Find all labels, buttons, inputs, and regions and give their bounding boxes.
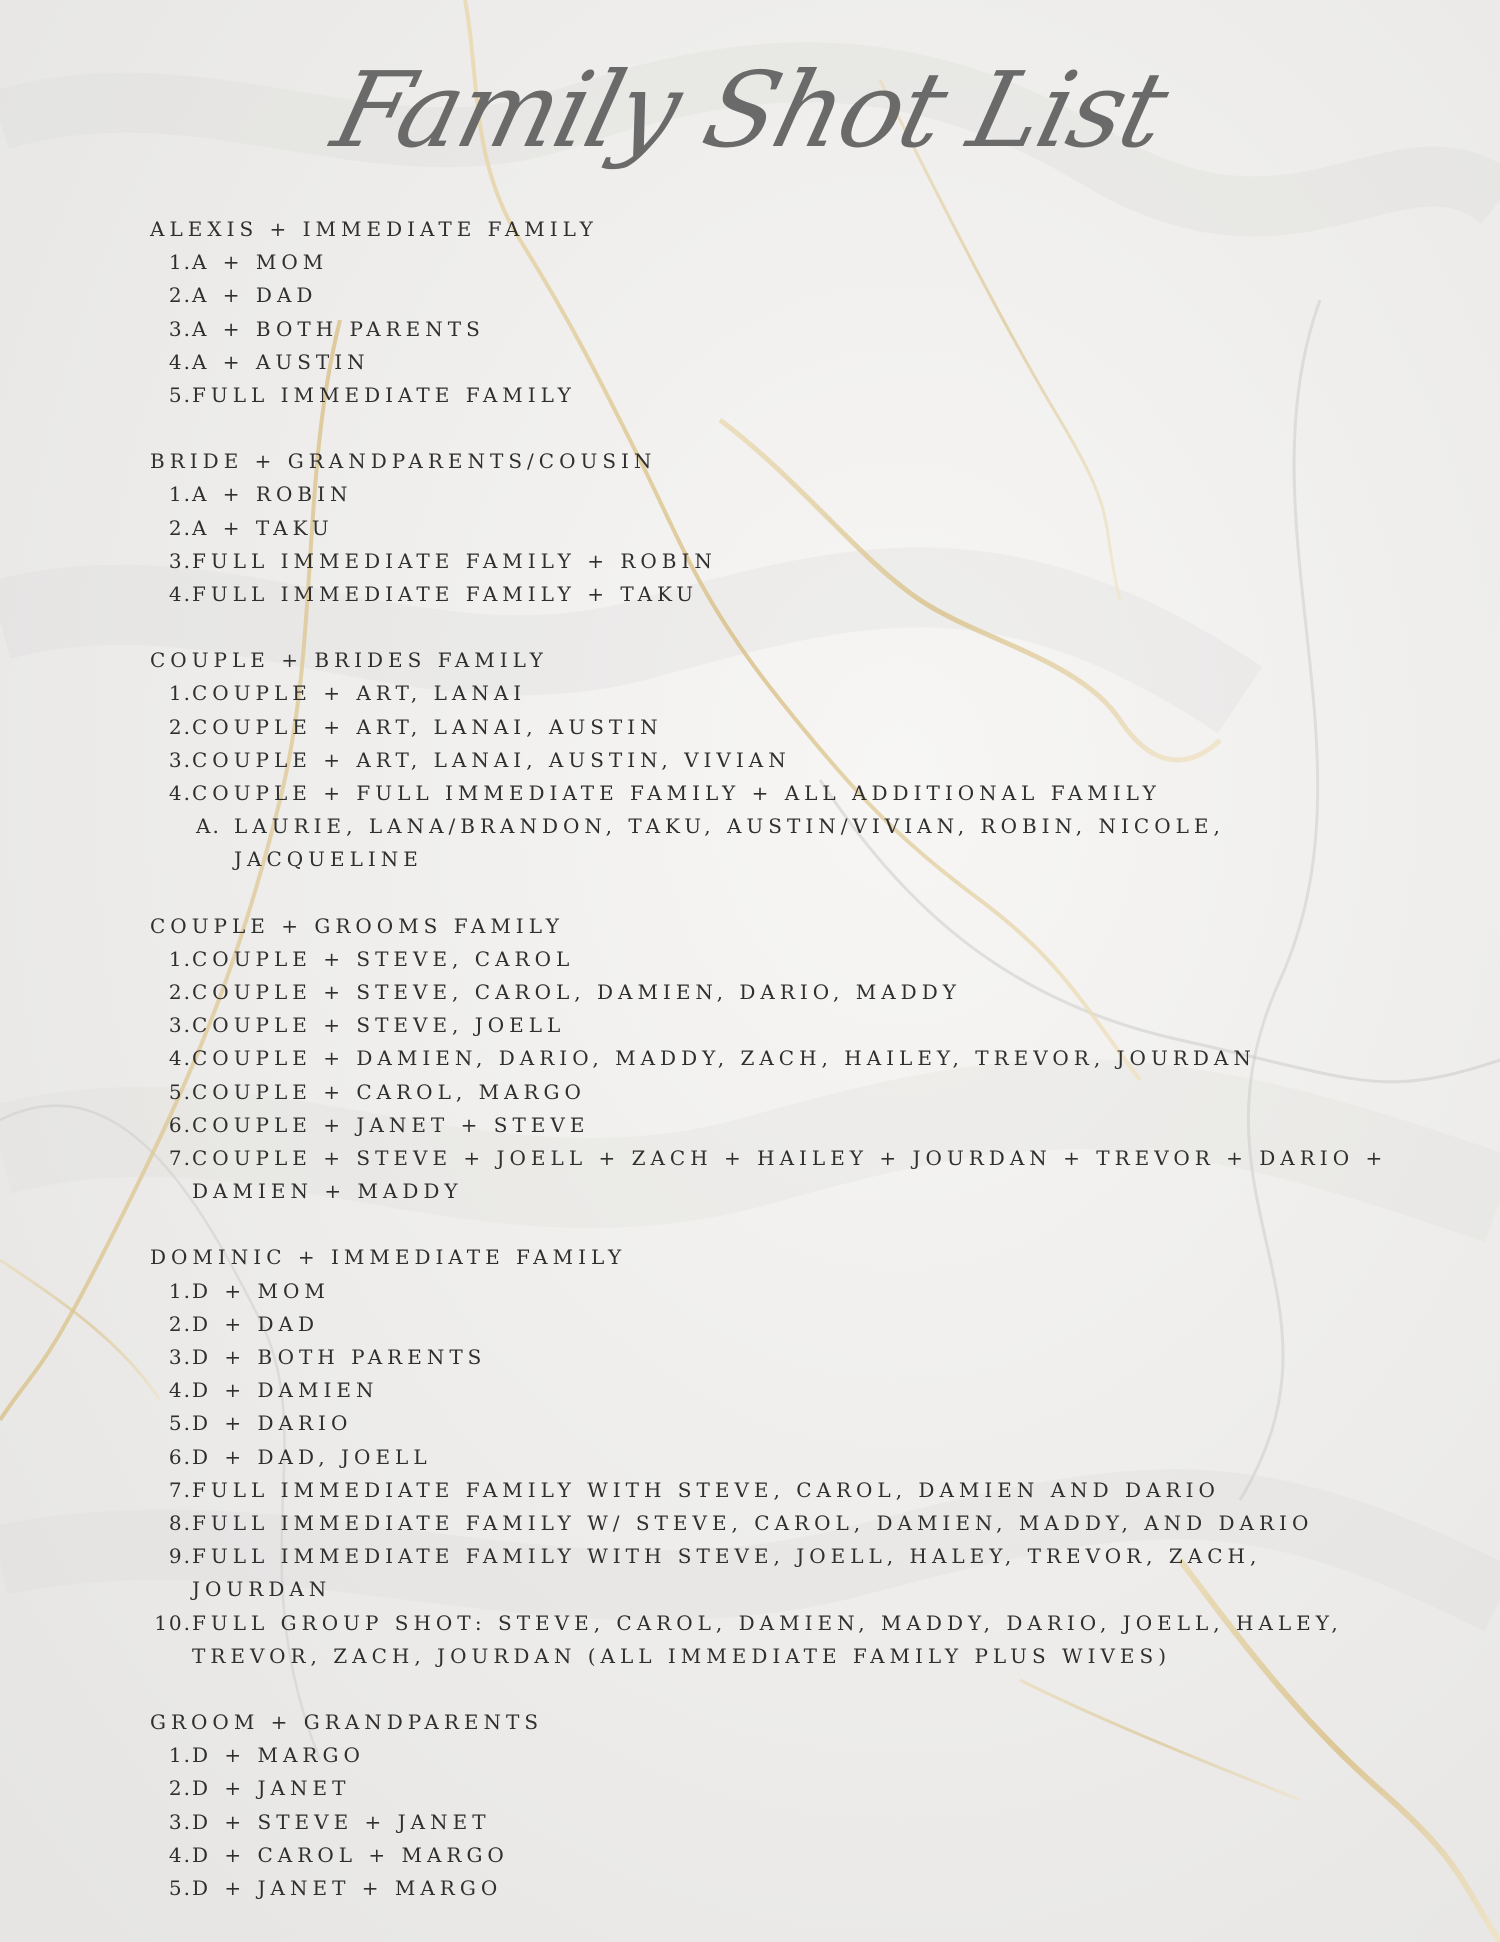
item-number: 4. <box>168 1378 192 1403</box>
item-text: COUPLE + ART, LANAI, AUSTIN <box>192 714 663 739</box>
list-item <box>150 1474 1400 1507</box>
item-number: 3. <box>168 1809 192 1834</box>
list-item <box>150 777 1400 810</box>
item-text: D + MOM <box>192 1278 330 1303</box>
item-text: A + MOM <box>192 250 329 275</box>
sub-item-text: LAURIE, LANA/BRANDON, TAKU, AUSTIN/VIVIAN, ROBIN, NICOLE, JACQUELINE <box>234 814 1225 872</box>
list-item <box>150 1739 1400 1772</box>
item-text: COUPLE + STEVE + JOELL + ZACH + HAILEY + JOURDAN + TREVOR + DARIO + DAMIEN + MADDY <box>192 1146 1388 1204</box>
item-number: 2. <box>168 714 192 739</box>
section-couple-grooms-family <box>150 910 1400 1209</box>
sub-list-item <box>150 810 1400 876</box>
list-item <box>150 478 1400 511</box>
item-text: D + STEVE + JANET <box>192 1809 491 1834</box>
item-text: FULL IMMEDIATE FAMILY <box>192 383 576 407</box>
list-item <box>150 1441 1400 1474</box>
item-text: FULL IMMEDIATE FAMILY WITH STEVE, JOELL, HALEY, TREVOR, ZACH, JOURDAN <box>192 1544 1262 1602</box>
list-item <box>150 1607 1400 1673</box>
item-text: A + TAKU <box>192 515 334 540</box>
list-item <box>150 1109 1400 1142</box>
list-item <box>150 976 1400 1009</box>
list-item <box>150 346 1400 379</box>
item-number: 7. <box>168 1146 192 1171</box>
item-number: 7. <box>168 1477 192 1502</box>
list-item <box>150 578 1400 611</box>
list-item <box>150 1142 1400 1208</box>
item-text: A + AUSTIN <box>192 349 370 374</box>
item-number: 2. <box>168 1776 192 1801</box>
item-text: D + DAMIEN <box>192 1378 379 1403</box>
item-text: D + JANET + MARGO <box>192 1876 503 1901</box>
list-item <box>150 246 1400 279</box>
page-title: Family Shot List <box>322 49 1178 171</box>
list-item <box>150 1341 1400 1374</box>
item-text: FULL IMMEDIATE FAMILY WITH STEVE, CAROL, DAMIEN AND DARIO <box>192 1477 1220 1502</box>
list-item <box>150 379 1400 412</box>
item-text: COUPLE + STEVE, CAROL, DAMIEN, DARIO, MADDY <box>192 980 961 1004</box>
item-text: D + DAD, JOELL <box>192 1444 432 1469</box>
list-item <box>150 1772 1400 1805</box>
list-item <box>150 1872 1400 1905</box>
item-text: D + JANET <box>192 1776 351 1801</box>
item-text: FULL IMMEDIATE FAMILY + ROBIN <box>192 548 717 573</box>
item-text: COUPLE + ART, LANAI, AUSTIN, VIVIAN <box>192 747 791 772</box>
list-item <box>150 1806 1400 1839</box>
item-number: 4. <box>168 1046 192 1071</box>
section-bride-grandparents-cousin <box>150 445 1400 611</box>
item-text: COUPLE + CAROL, MARGO <box>192 1079 586 1104</box>
item-number: 2. <box>168 1311 192 1336</box>
item-text: COUPLE + FULL IMMEDIATE FAMILY + ALL ADDITIONAL FAMILY <box>192 781 1161 805</box>
item-number: 5. <box>168 1411 192 1436</box>
item-text: D + DAD <box>192 1311 320 1336</box>
item-number: 2. <box>168 980 192 1004</box>
item-number: 4. <box>168 582 192 606</box>
item-text: FULL IMMEDIATE FAMILY + TAKU <box>192 582 699 606</box>
item-text: D + MARGO <box>192 1743 365 1768</box>
item-number: 4. <box>168 349 192 374</box>
item-number: 5. <box>168 1079 192 1104</box>
list-item <box>150 1839 1400 1872</box>
section-dominic-immediate-family <box>150 1241 1400 1673</box>
list-item <box>150 1308 1400 1341</box>
item-number: 1. <box>168 482 192 507</box>
list-item <box>150 677 1400 710</box>
sub-item-letter: A. <box>196 814 221 839</box>
list-item <box>150 545 1400 578</box>
list-item <box>150 1540 1400 1606</box>
item-number: 3. <box>168 316 192 341</box>
item-number: 1. <box>168 681 192 706</box>
section-groom-grandparents <box>150 1706 1400 1905</box>
item-number: 3. <box>168 1345 192 1370</box>
item-text: A + BOTH PARENTS <box>192 316 485 341</box>
item-number: 5. <box>168 383 192 407</box>
list-item <box>150 512 1400 545</box>
list-item <box>150 1407 1400 1440</box>
list-item <box>150 1076 1400 1109</box>
item-number: 3. <box>168 1013 192 1038</box>
section-heading: ALEXIS + IMMEDIATE FAMILY <box>150 217 598 241</box>
list-item <box>150 1275 1400 1308</box>
item-text: FULL IMMEDIATE FAMILY W/ STEVE, CAROL, DAMIEN, MADDY, AND DARIO <box>192 1511 1314 1536</box>
section-heading: BRIDE + GRANDPARENTS/COUSIN <box>150 449 657 474</box>
item-text: FULL GROUP SHOT: STEVE, CAROL, DAMIEN, MADDY, DARIO, JOELL, HALEY, TREVOR, ZACH, JOURDAN (ALL IMMEDIATE FAMILY PLUS WIVES) <box>192 1610 1343 1668</box>
item-text: COUPLE + ART, LANAI <box>192 681 527 706</box>
item-number: 1. <box>168 946 192 971</box>
section-couple-brides-family <box>150 644 1400 876</box>
item-number: 4. <box>168 1842 192 1867</box>
item-text: D + CAROL + MARGO <box>192 1842 509 1867</box>
item-number: 2. <box>168 283 192 308</box>
item-number: 2. <box>168 515 192 540</box>
item-text: A + ROBIN <box>192 482 353 507</box>
item-number: 1. <box>168 1278 192 1303</box>
item-number: 9. <box>168 1544 192 1569</box>
item-text: D + DARIO <box>192 1411 353 1436</box>
item-number: 4. <box>168 781 192 805</box>
item-text: COUPLE + DAMIEN, DARIO, MADDY, ZACH, HAILEY, TREVOR, JOURDAN <box>192 1046 1256 1071</box>
list-item <box>150 1009 1400 1042</box>
item-number: 8. <box>168 1511 192 1536</box>
item-number: 1. <box>168 250 192 275</box>
list-item <box>150 943 1400 976</box>
item-number: 6. <box>168 1112 192 1137</box>
item-number: 10. <box>154 1610 192 1635</box>
item-number: 3. <box>168 747 192 772</box>
item-number: 5. <box>168 1876 192 1901</box>
section-heading: DOMINIC + IMMEDIATE FAMILY <box>150 1245 627 1270</box>
list-item <box>150 313 1400 346</box>
item-number: 1. <box>168 1743 192 1768</box>
item-text: D + BOTH PARENTS <box>192 1345 487 1370</box>
list-item <box>150 1374 1400 1407</box>
list-item <box>150 1507 1400 1540</box>
section-heading: GROOM + GRANDPARENTS <box>150 1710 544 1735</box>
item-text: A + DAD <box>192 283 318 308</box>
item-text: COUPLE + STEVE, JOELL <box>192 1013 566 1038</box>
item-text: COUPLE + STEVE, CAROL <box>192 946 575 971</box>
list-item <box>150 1042 1400 1075</box>
section-heading: COUPLE + BRIDES FAMILY <box>150 648 548 673</box>
item-number: 3. <box>168 548 192 573</box>
list-item <box>150 744 1400 777</box>
section-heading: COUPLE + GROOMS FAMILY <box>150 913 564 938</box>
shot-list <box>150 213 1400 1938</box>
list-item <box>150 279 1400 312</box>
item-number: 6. <box>168 1444 192 1469</box>
item-text: COUPLE + JANET + STEVE <box>192 1112 590 1137</box>
list-item <box>150 711 1400 744</box>
section-alexis-immediate-family <box>150 213 1400 412</box>
